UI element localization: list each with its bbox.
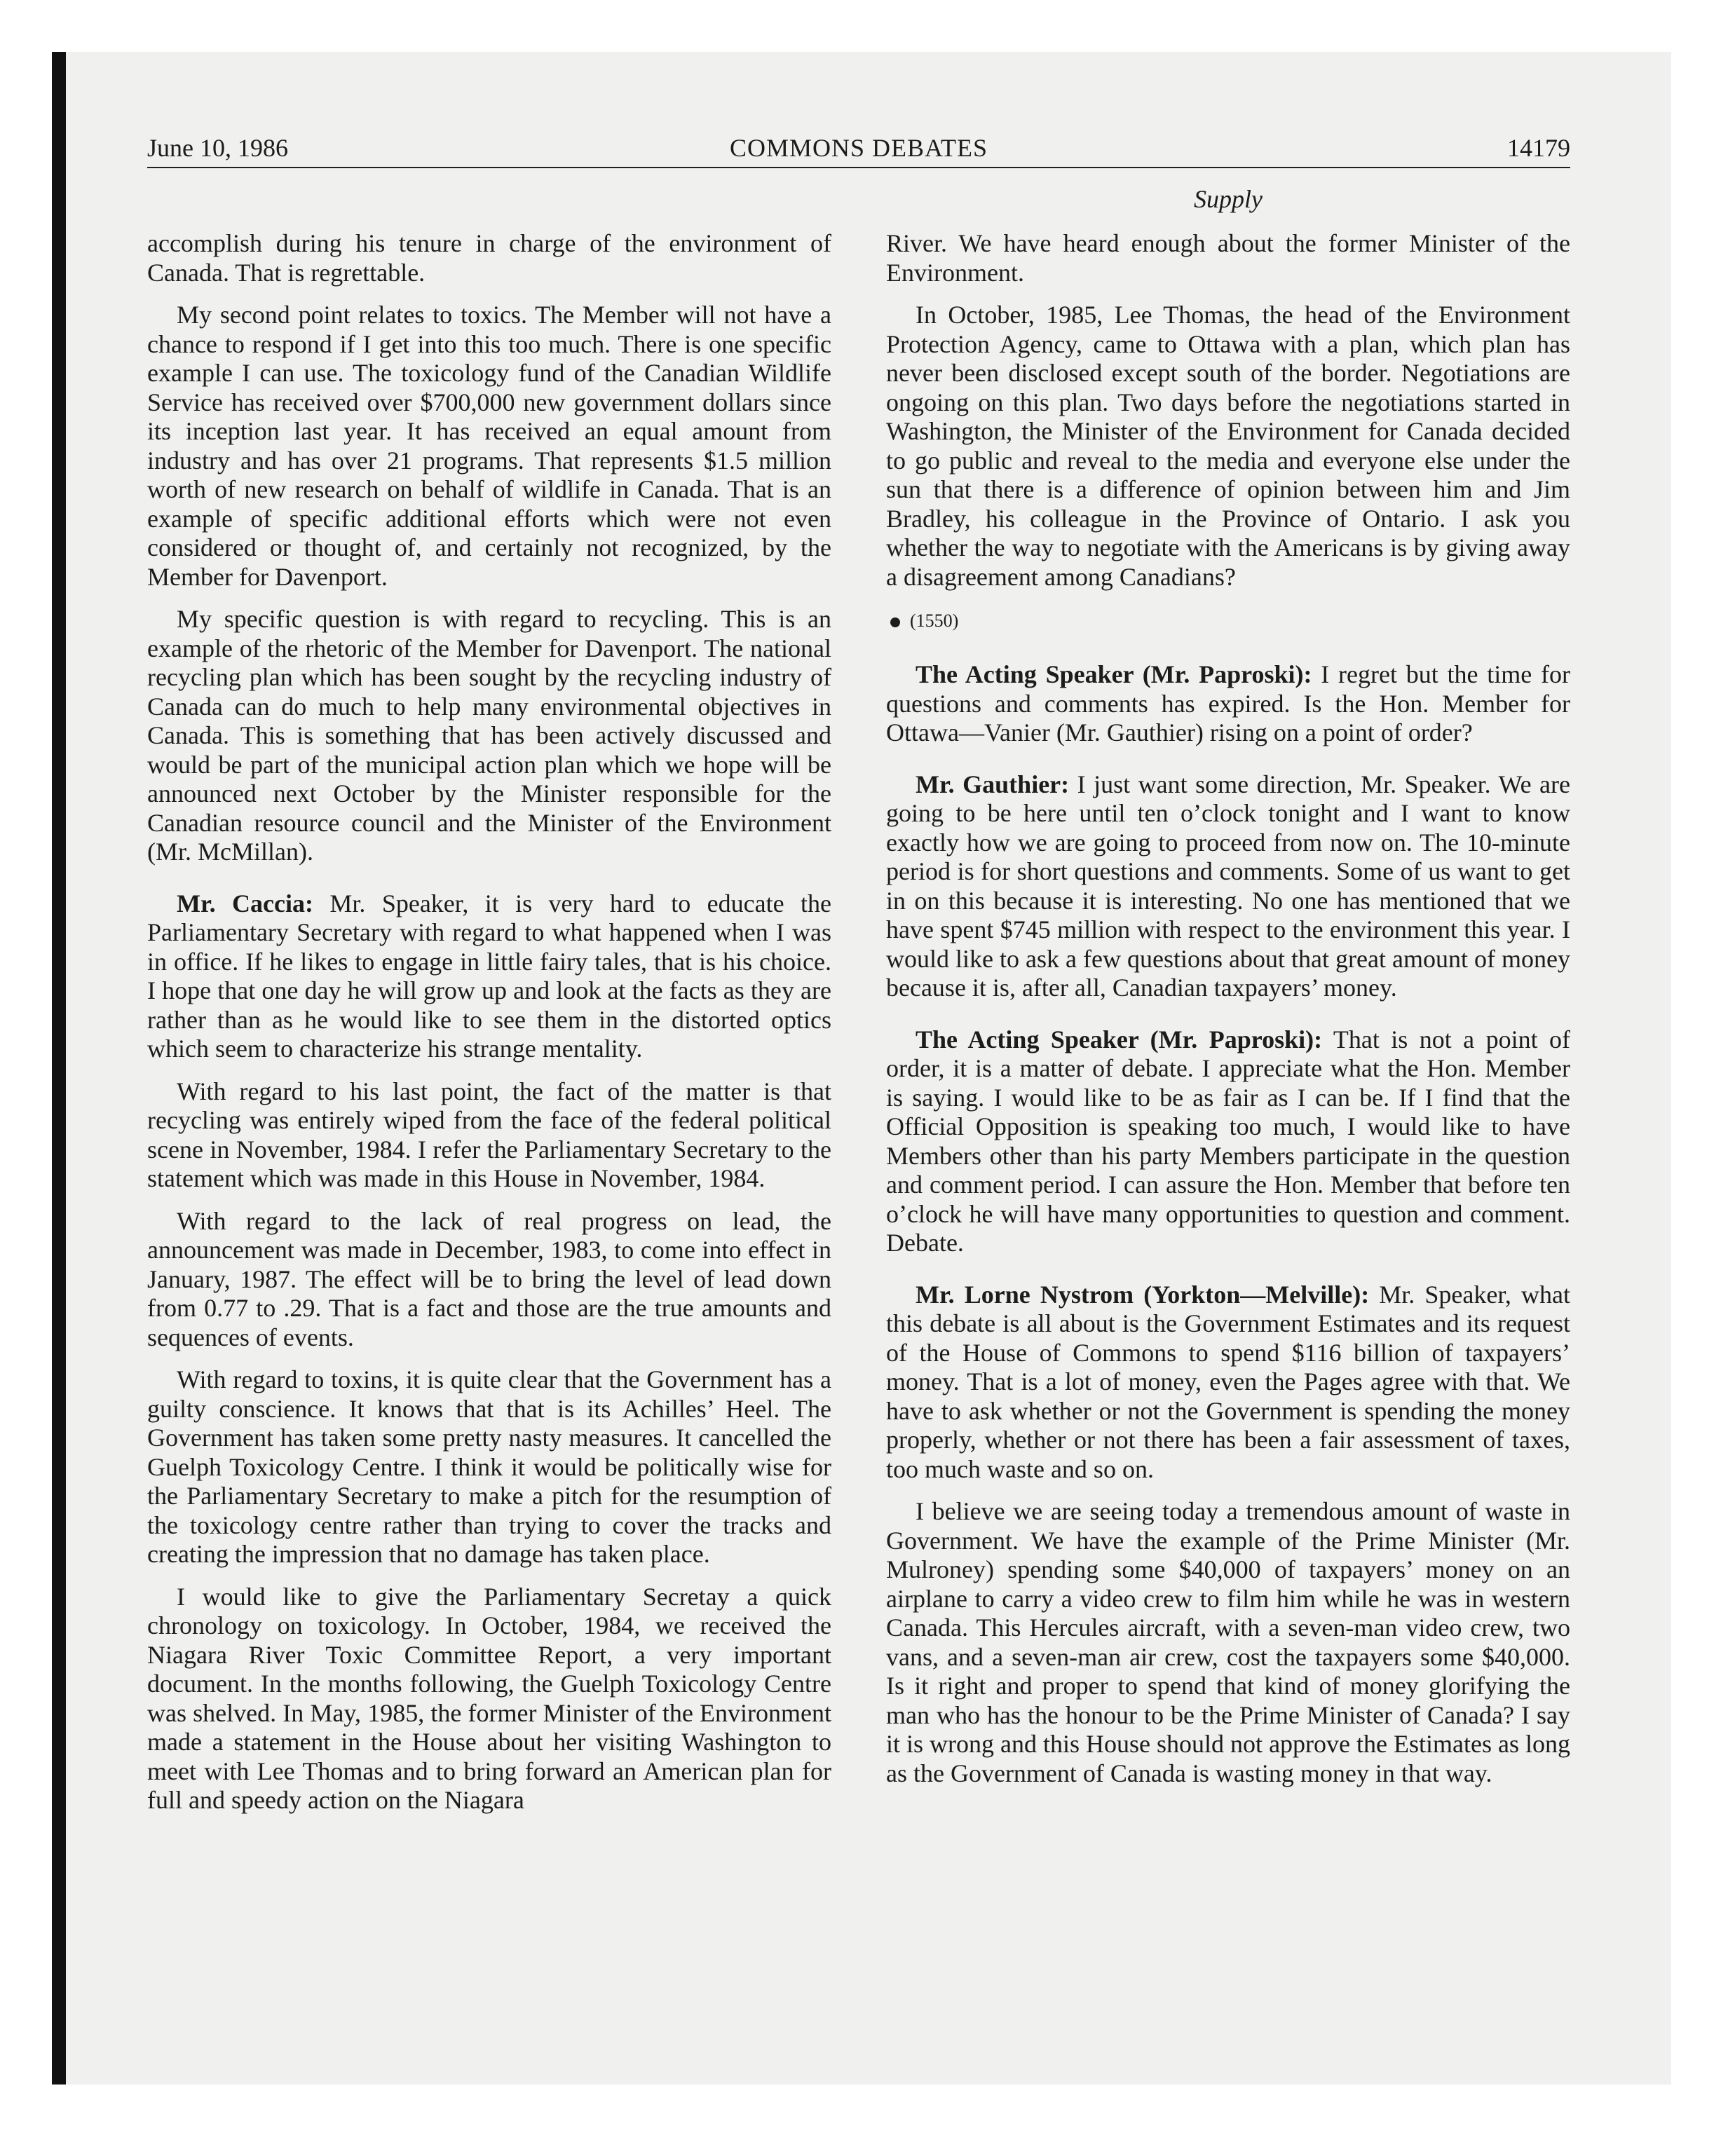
section-heading: Supply [1194, 185, 1263, 213]
speech-text: I just want some direction, Mr. Speaker. We are going to be here until ten o’clock tonight and I want to know exactly how we are going to proceed from now on. The 10-minute period is for short questions and comments. Some of us want to get in on this because it is interesting. No one has mentioned that we have spent $745 million with respect to the environment this year. I would like to ask a few questions about that great amount of money because it is, after all, Canadian taxpayers’ money. [886, 770, 1571, 1002]
speech-paragraph [886, 1281, 1570, 1485]
speech-text: That is not a point of order, it is a matter of debate. I appreciate what the Hon. Member is saying. I would like to be as fair as I can be. If I find that the Official Opposition is speaking too much, I would like to have Members other than his party Members participate in the question and comment period. I can assure the Hon. Member that before ten o’clock he will have many opportunities to question and comment. Debate. [886, 1025, 1570, 1257]
header-title: COMMONS DEBATES [729, 134, 988, 162]
page-header [147, 130, 1570, 165]
speech-paragraph [886, 660, 1570, 748]
scan-edge-bar [52, 52, 66, 2085]
paragraph: My second point relates to toxics. The Member will not have a chance to respond if I get into this too much. There is one specific example I can use. The toxicology fund of the Canadian Wildlife Service has received over $700,000 new government dollars since its inception last year. It has received an equal amount from industry and has over 21 programs. That represents $1.5 million worth of new research on behalf of wildlife in Canada. That is an example of specific additional efforts which were not even considered or thought of, and certainly not recognized, by the Member for Davenport. [147, 301, 831, 591]
paragraph: With regard to the lack of real progress on lead, the announcement was made in December, 1983, to come into effect in January, 1987. The effect will be to bring the level of lead down from 0.77 to .29. That is a fact and those are the true amounts and sequences of events. [147, 1206, 831, 1351]
speech-paragraph [886, 770, 1570, 1003]
paragraph: With regard to toxins, it is quite clear that the Government has a guilty conscience. It knows that that is its Achilles’ Heel. The Government has taken some pretty nasty measures. It cancelled the Guelph Toxicology Centre. I think it would be politically wise for the Parliamentary Secretary to make a pitch for the resumption of the toxicology centre rather than trying to cover the tracks and creating the impression that no damage has taken place. [147, 1365, 831, 1568]
paragraph: accomplish during his tenure in charge of the environment of Canada. That is regrettable. [147, 229, 831, 287]
paragraph: River. We have heard enough about the former Minister of the Environment. [886, 229, 1570, 287]
right-column [886, 229, 1570, 1801]
header-page-number: 14179 [1507, 134, 1570, 162]
paragraph: I believe we are seeing today a tremendous amount of waste in Government. We have the example of the Prime Minister (Mr. Mulroney) spending some $40,000 of taxpayers’ money on an airplane to carry a video crew to film him while he was in western Canada. This Hercules aircraft, with a seven-man video crew, two vans, and a seven-man air crew, cost the taxpayers some $40,000. Is it right and proper to spend that kind of money glorifying the man who has the honour to be the Prime Minister of Canada? I say it is wrong and this House should not approve the Estimates as long as the Government of Canada is wasting money in that way. [886, 1497, 1570, 1787]
time-marker-text: (1550) [910, 610, 959, 631]
time-marker [890, 607, 1570, 635]
speech-text: Mr. Speaker, what this debate is all about is the Government Estimates and its request of the House of Commons to spend $116 billion of taxpayers’ money. That is a lot of money, even the Pages agree with that. We have to ask whether or not the Government is spending the money properly, whether or not there has been a fair assessment of taxes, too much waste and so on. [886, 1280, 1570, 1483]
speech-text: I regret but the time for questions and comments has expired. Is the Hon. Member for Ottawa—Vanier (Mr. Gauthier) rising on a point of order? [886, 660, 1570, 746]
header-date: June 10, 1986 [147, 134, 288, 162]
paragraph: In October, 1985, Lee Thomas, the head of the Environment Protection Agency, came to Ottawa with a plan, which plan has never been disclosed except south of the border. Negotiations are ongoing on this plan. Two days before the negotiations started in Washington, the Minister of the Environment for Canada decided to go public and reveal to the media and everyone else under the sun that there is a difference of opinion between him and Jim Bradley, his colleague in the Province of Ontario. I ask you whether the way to negotiate with the Americans is by giving away a disagreement among Canadians? [886, 301, 1570, 591]
paragraph: With regard to his last point, the fact of the matter is that recycling was entirely wiped from the face of the federal political scene in November, 1984. I refer the Parliamentary Secretary to the statement which was made in this House in November, 1984. [147, 1077, 831, 1192]
header-rule [147, 167, 1570, 168]
left-column [147, 229, 831, 1829]
speaker-name: Mr. Gauthier: [916, 770, 1070, 798]
speaker-name: Mr. Caccia: [177, 889, 313, 917]
speaker-name: The Acting Speaker (Mr. Paproski): [916, 1025, 1323, 1053]
speaker-name: Mr. Lorne Nystrom (Yorkton—Melville): [916, 1280, 1370, 1309]
bullet-icon [890, 618, 900, 627]
paragraph: I would like to give the Parliamentary Secretay a quick chronology on toxicology. In October, 1984, we received the Niagara River Toxic Committee Report, a very important document. In the months following, the Guelph Toxicology Centre was shelved. In May, 1985, the former Minister of the Environment made a statement in the House about her visiting Washington to meet with Lee Thomas and to bring forward an American plan for full and speedy action on the Niagara [147, 1582, 831, 1814]
speech-text: Mr. Speaker, it is very hard to educate the Parliamentary Secretary with regard to what happened when I was in office. If he likes to engage in little fairy tales, that is his choice. I hope that one day he will grow up and look at the facts as they are rather than as he would like to see them in the distorted optics which seem to characterize his strange mentality. [147, 889, 831, 1063]
speaker-name: The Acting Speaker (Mr. Paproski): [916, 660, 1312, 688]
speech-paragraph [147, 889, 831, 1064]
speech-paragraph [886, 1025, 1570, 1258]
paragraph: My specific question is with regard to recycling. This is an example of the rhetoric of the Member for Davenport. The national recycling plan which has been sought by the recycling industry of Canada can do much to help many environmental objectives in Canada. This is something that has been actively discussed and would be part of the municipal action plan which we hope will be announced next October by the Minister responsible for the Canadian resource council and the Minister of the Environment (Mr. McMillan). [147, 605, 831, 866]
